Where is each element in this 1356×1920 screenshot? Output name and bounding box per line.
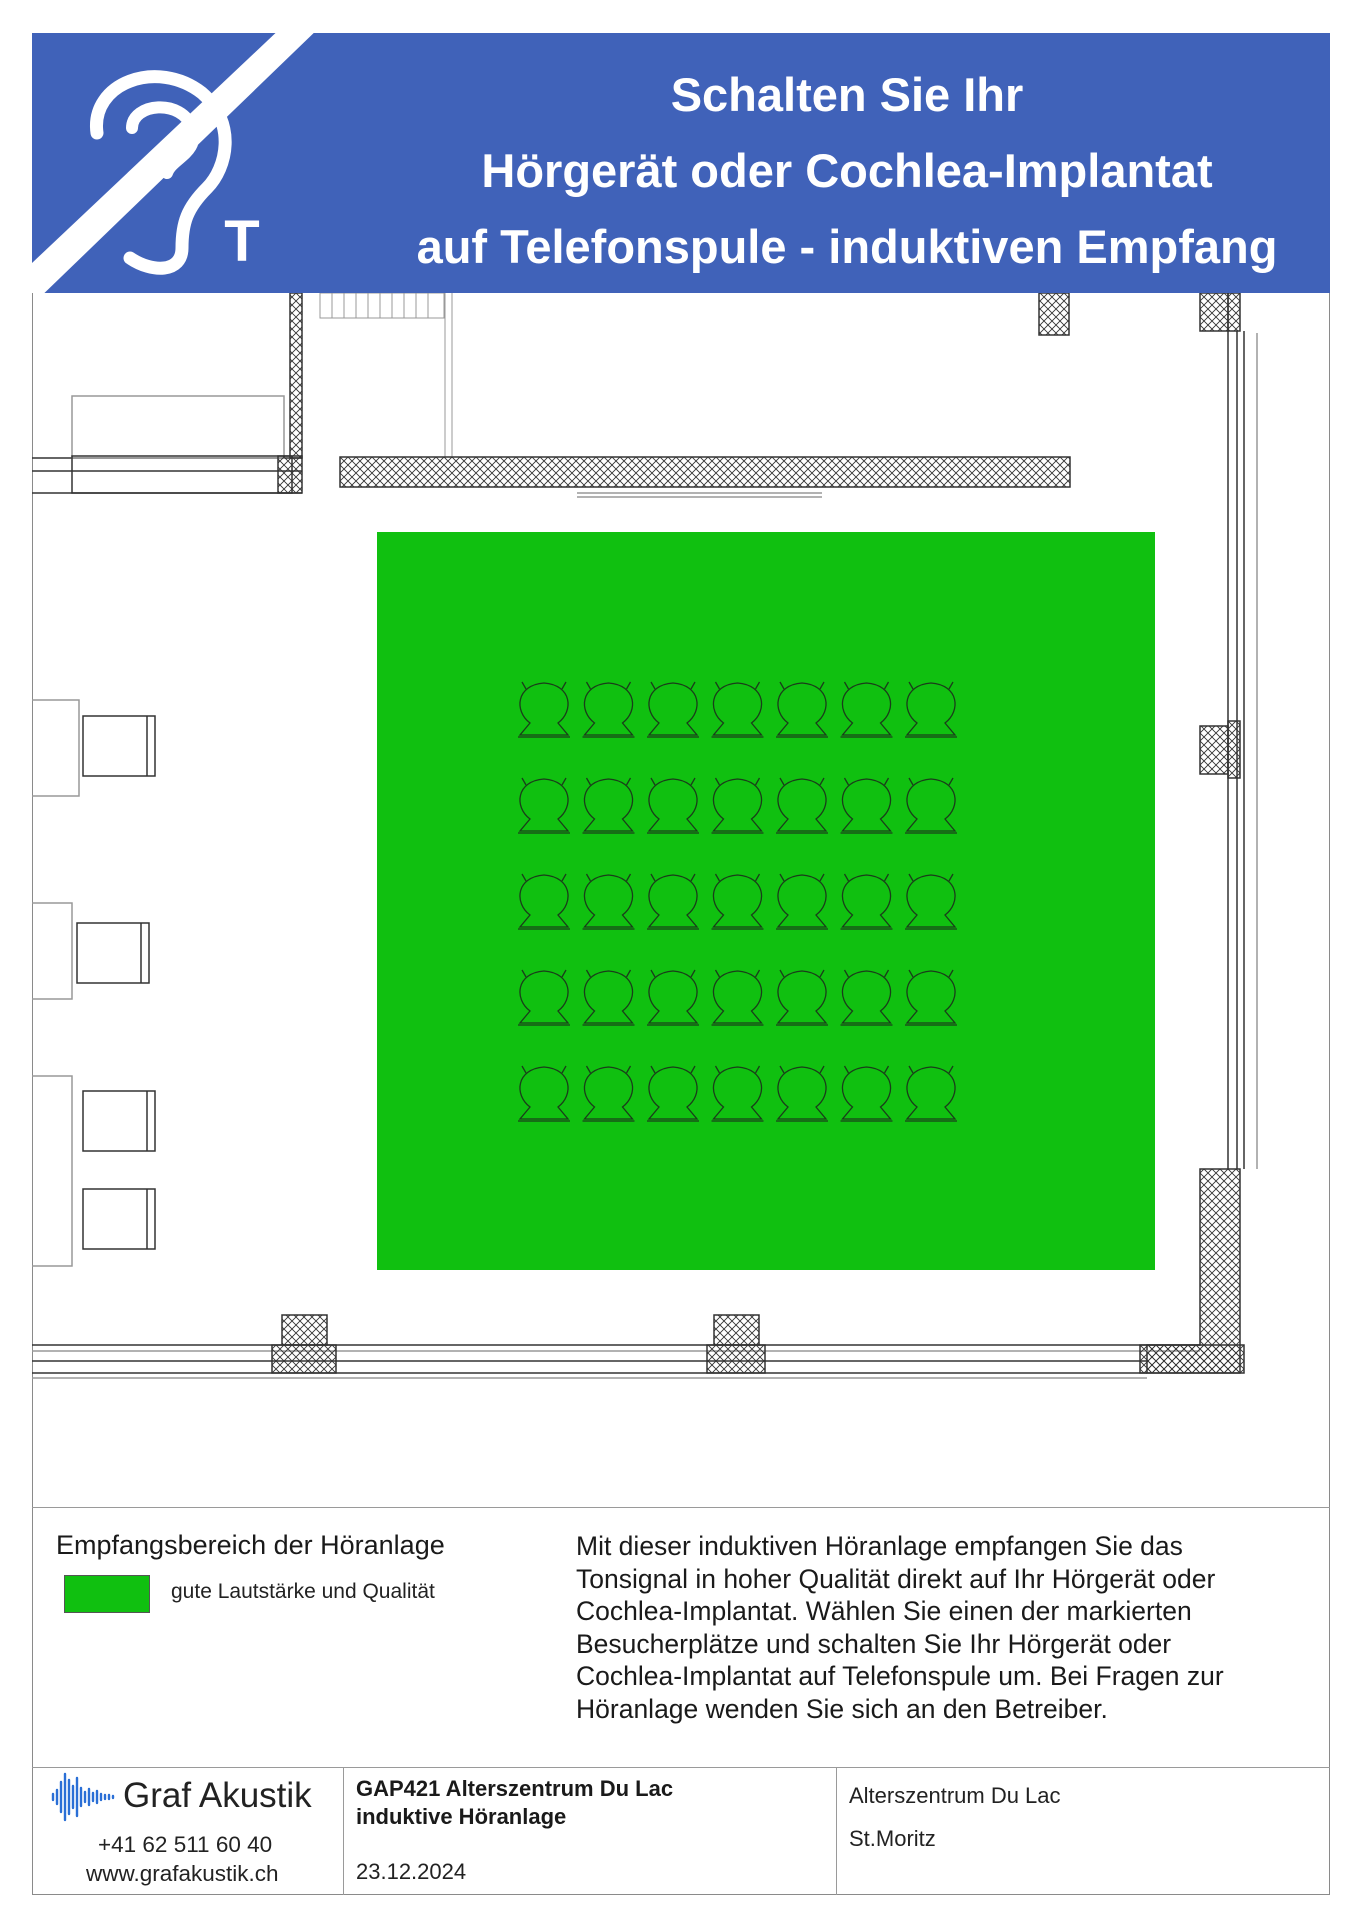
- project-line-1: GAP421 Alterszentrum Du Lac: [356, 1776, 674, 1801]
- document-date: 23.12.2024: [356, 1859, 467, 1884]
- seat: [583, 1066, 635, 1121]
- company-website: www.grafakustik.ch: [86, 1861, 279, 1886]
- seat: [518, 778, 570, 833]
- seat: [905, 970, 957, 1025]
- telecoil-t-letter: T: [224, 209, 260, 274]
- seat: [518, 1066, 570, 1121]
- seat: [518, 682, 570, 737]
- info-line: Höranlage wenden Sie sich an den Betreiber.: [576, 1693, 1108, 1724]
- seat: [712, 970, 764, 1025]
- footer-divider: [32, 1767, 1330, 1768]
- info-line: Cochlea-Implantat. Wählen Sie einen der markierten: [576, 1596, 1192, 1627]
- seat: [776, 682, 828, 737]
- seat: [905, 874, 957, 929]
- seat: [712, 682, 764, 737]
- seat: [647, 1066, 699, 1121]
- hearing-loop-ear-icon: [32, 33, 322, 293]
- seat: [583, 682, 635, 737]
- company-phone: +41 62 511 60 40: [98, 1832, 273, 1857]
- seat: [712, 1066, 764, 1121]
- seat: [776, 874, 828, 929]
- header-banner: [32, 33, 1330, 293]
- seat: [712, 874, 764, 929]
- banner-title-line: auf Telefonspule - induktiven Empfang: [416, 220, 1278, 273]
- seat-grid: [377, 532, 1155, 1270]
- seat: [647, 874, 699, 929]
- legend-title: Empfangsbereich der Höranlage: [56, 1530, 445, 1560]
- seat: [583, 874, 635, 929]
- seat: [905, 778, 957, 833]
- seat: [841, 778, 893, 833]
- info-paragraph: [576, 1530, 1296, 1726]
- seat: [583, 778, 635, 833]
- seat: [841, 970, 893, 1025]
- info-line: Mit dieser induktiven Höranlage empfangen Sie das: [576, 1531, 1183, 1561]
- client-location: St.Moritz: [849, 1826, 936, 1851]
- footer-divider-1: [343, 1767, 344, 1895]
- seat: [647, 682, 699, 737]
- client-name: Alterszentrum Du Lac: [849, 1783, 1061, 1808]
- seat: [583, 970, 635, 1025]
- project-line-2: induktive Höranlage: [356, 1804, 567, 1829]
- info-line: Tonsignal in hoher Qualität direkt auf Ihr Hörgerät oder: [576, 1563, 1216, 1594]
- info-line: Cochlea-Implantat auf Telefonspule um. Bei Fragen zur: [576, 1661, 1224, 1692]
- seat: [518, 874, 570, 929]
- seat: [841, 1066, 893, 1121]
- info-line: Besucherplätze und schalten Sie Ihr Hörgerät oder: [576, 1628, 1172, 1659]
- seat: [776, 778, 828, 833]
- legend-divider: [32, 1507, 1330, 1508]
- seat: [712, 778, 764, 833]
- seat: [776, 970, 828, 1025]
- banner-title-line: Hörgerät oder Cochlea-Implantat: [481, 144, 1213, 197]
- seat: [518, 970, 570, 1025]
- legend-swatch: [64, 1575, 150, 1613]
- seat: [905, 682, 957, 737]
- seat: [647, 970, 699, 1025]
- seat: [841, 874, 893, 929]
- banner-title: [372, 57, 1322, 285]
- footer-divider-2: [836, 1767, 837, 1895]
- project-title: [356, 1775, 673, 1831]
- seat: [776, 1066, 828, 1121]
- seat: [647, 778, 699, 833]
- legend-label: gute Lautstärke und Qualität: [171, 1580, 435, 1603]
- company-name: Graf Akustik: [123, 1776, 312, 1815]
- client-info: [849, 1774, 1061, 1860]
- banner-title-line: Schalten Sie Ihr: [670, 68, 1024, 121]
- seat: [841, 682, 893, 737]
- seat: [905, 1066, 957, 1121]
